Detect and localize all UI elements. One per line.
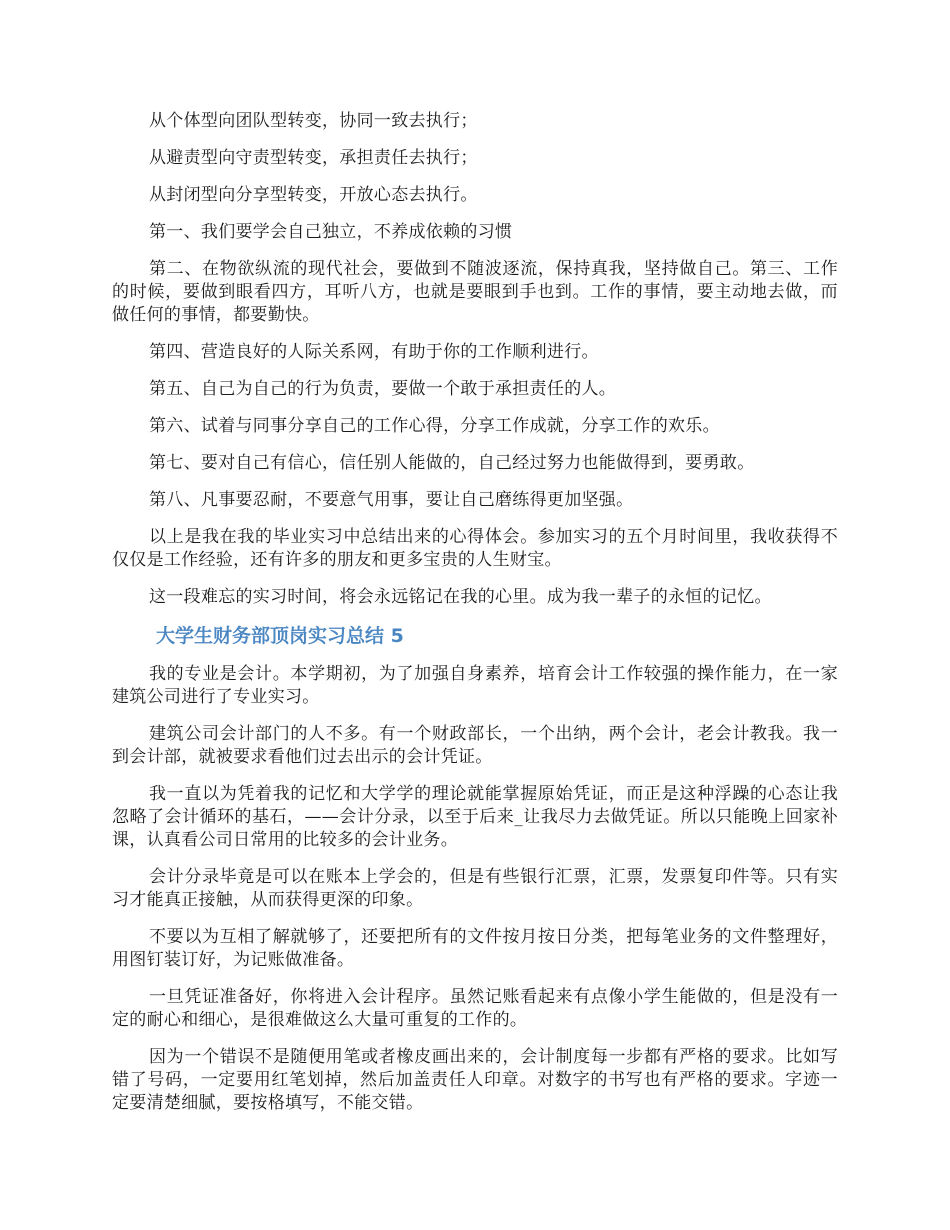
paragraph: 建筑公司会计部门的人不多。有一个财政部长，一个出纳，两个会计，老会计教我。我一到会计部，就被要求看他们过去出示的会计凭证。 bbox=[112, 724, 838, 767]
paragraph: 会计分录毕竟是可以在账本上学会的，但是有些银行汇票，汇票，发票复印件等。只有实习才能真正接触，从而获得更深的印象。 bbox=[112, 867, 838, 910]
paragraph: 第七、要对自己有信心，信任别人能做的，自己经过努力也能做得到，要勇敢。 bbox=[149, 453, 755, 473]
paragraph: 这一段难忘的实习时间，将会永远铭记在我的心里。成为我一辈子的永恒的记忆。 bbox=[149, 587, 772, 607]
section-heading: 大学生财务部顶岗实习总结 5 bbox=[156, 625, 404, 647]
paragraph: 第八、凡事要忍耐，不要意气用事，要让自己磨练得更加坚强。 bbox=[149, 490, 634, 510]
paragraph: 第二、在物欲纵流的现代社会，要做到不随波逐流，保持真我，坚持做自己。第三、工作的时候，要做到眼看四方，耳听八方，也就是要眼到手也到。工作的事情，要主动地去做，而做任何的事情，都要勤快。 bbox=[112, 259, 838, 325]
paragraph: 第五、自己为自己的行为负责，要做一个敢于承担责任的人。 bbox=[149, 379, 617, 399]
paragraph: 从封闭型向分享型转变，开放心态去执行。 bbox=[149, 185, 478, 205]
paragraph: 从个体型向团队型转变，协同一致去执行； bbox=[149, 111, 478, 131]
paragraph: 我的专业是会计。本学期初，为了加强自身素养，培育会计工作较强的操作能力，在一家建筑公司进行了专业实习。 bbox=[112, 664, 838, 707]
paragraph: 第一、我们要学会自己独立，不养成依赖的习惯 bbox=[149, 222, 513, 242]
paragraph: 我一直以为凭着我的记忆和大学学的理论就能掌握原始凭证，而正是这种浮躁的心态让我忽略了会计循环的基石，——会计分录，以至于后来_让我尽力去做凭证。所以只能晚上回家补课，认真看公司日常用的比较多的会计业务。 bbox=[112, 784, 838, 850]
paragraph: 以上是我在我的毕业实习中总结出来的心得体会。参加实习的五个月时间里，我收获得不仅仅是工作经验，还有许多的朋友和更多宝贵的人生财宝。 bbox=[112, 527, 838, 570]
paragraph: 不要以为互相了解就够了，还要把所有的文件按月按日分类，把每笔业务的文件整理好，用图钉装订好，为记账做准备。 bbox=[112, 927, 838, 970]
paragraph: 第六、试着与同事分享自己的工作心得，分享工作成就，分享工作的欢乐。 bbox=[149, 416, 720, 436]
paragraph: 从避责型向守责型转变，承担责任去执行； bbox=[149, 148, 478, 168]
paragraph: 因为一个错误不是随便用笔或者橡皮画出来的，会计制度每一步都有严格的要求。比如写错了号码，一定要用红笔划掉，然后加盖责任人印章。对数字的书写也有严格的要求。字迹一定要清楚细腻，要按格填写，不能交错。 bbox=[112, 1047, 838, 1113]
paragraph: 一旦凭证准备好，你将进入会计程序。虽然记账看起来有点像小学生能做的，但是没有一定的耐心和细心，是很难做这么大量可重复的工作的。 bbox=[112, 987, 838, 1030]
paragraph: 第四、营造良好的人际关系网，有助于你的工作顺利进行。 bbox=[149, 342, 599, 362]
